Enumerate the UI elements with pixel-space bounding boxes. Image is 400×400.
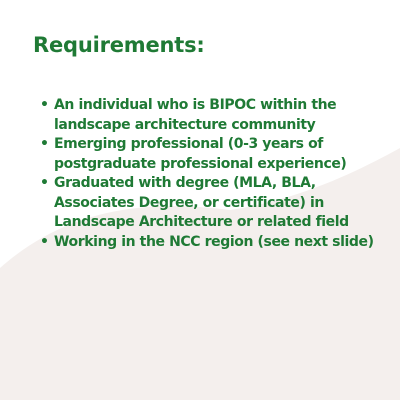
bullet-icon: • xyxy=(40,175,49,191)
requirement-text: Working in the NCC region (see next slide) xyxy=(54,233,374,250)
bullet-icon: • xyxy=(40,136,49,152)
requirement-text: Emerging professional (0-3 years of postgraduate professional experience) xyxy=(54,136,347,172)
requirement-text: Graduated with degree (MLA, BLA, Associates Degree, or certificate) in Landscape Architecture or related field xyxy=(54,175,349,230)
requirement-item-emerging-professional xyxy=(40,135,380,174)
requirement-item-ncc-region xyxy=(40,233,380,253)
requirement-item-bipoc xyxy=(40,96,380,135)
requirement-item-degree xyxy=(40,174,380,233)
bullet-icon: • xyxy=(40,97,49,113)
requirement-text: An individual who is BIPOC within the landscape architecture community xyxy=(54,97,337,133)
requirements-heading: Requirements: xyxy=(33,33,205,57)
bullet-icon: • xyxy=(40,233,49,250)
requirements-list xyxy=(40,96,380,252)
